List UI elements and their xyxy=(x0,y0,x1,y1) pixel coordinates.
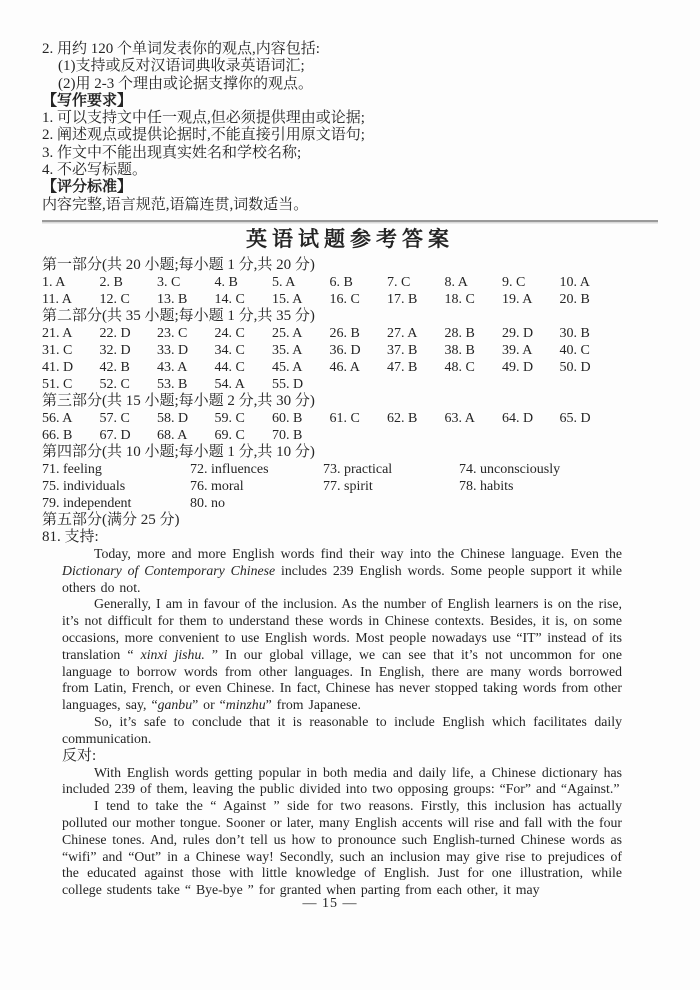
essay-paragraph xyxy=(62,596,622,714)
answer-item: 11. A xyxy=(42,291,72,307)
italic-text: minzhu xyxy=(225,697,266,713)
answer-item: 40. C xyxy=(559,342,590,358)
answer-item: 47. B xyxy=(387,359,418,375)
requirement-line: 2. 阐述观点或提供论据时,不能直接引用原文语句; xyxy=(42,127,365,144)
answer-item: 60. B xyxy=(272,410,303,426)
answer-item: 30. B xyxy=(559,325,590,341)
answer-item: 20. B xyxy=(559,291,590,307)
requirement-line: 4. 不必写标题。 xyxy=(42,162,148,179)
text-run: ” In our global village, we can see that it’s not uncommon for one language to borrow words from other languages. In English, there are many words borrowed from Latin, French, or even Chinese. In fact, Chinese has never stopped taking words from other languages, say, “ xyxy=(62,646,623,713)
answer-item: 74. unconsciously xyxy=(459,461,561,477)
horizontal-rule xyxy=(42,220,658,222)
answer-item: 16. C xyxy=(329,291,360,307)
answer-item: 71. feeling xyxy=(42,461,102,477)
section-heading: 第二部分(共 35 小题;每小题 1 分,共 35 分) xyxy=(42,307,315,324)
writing-requirements-block xyxy=(42,41,658,214)
answer-item: 28. B xyxy=(444,325,475,341)
answer-item: 18. C xyxy=(444,291,475,307)
answer-item: 17. B xyxy=(387,291,418,307)
essay-paragraph xyxy=(62,546,622,596)
answer-item: 37. B xyxy=(387,342,418,358)
requirement-line: 【评分标准】 xyxy=(42,179,133,196)
requirement-line: (1)支持或反对汉语词典收录英语词汇; xyxy=(58,58,305,75)
requirement-line: 内容完整,语言规范,语篇连贯,词数适当。 xyxy=(42,196,309,213)
text-run: Today, more and more English words find their way into the Chinese language. Even the xyxy=(94,545,622,561)
answer-item: 50. D xyxy=(559,359,591,375)
answer-item: 13. B xyxy=(157,291,188,307)
answer-item: 26. B xyxy=(329,325,360,341)
answer-item: 63. A xyxy=(444,410,475,426)
essay-label: 反对: xyxy=(62,747,97,764)
answer-item: 61. C xyxy=(329,410,360,426)
answer-item: 41. D xyxy=(42,359,74,375)
answer-item: 70. B xyxy=(272,427,303,443)
answer-item: 23. C xyxy=(157,325,188,341)
section-heading: 第五部分(满分 25 分) xyxy=(42,511,180,528)
text-run: ” from Japanese. xyxy=(265,697,361,713)
answer-item: 49. D xyxy=(502,359,534,375)
answer-item: 8. A xyxy=(444,274,468,290)
answer-item: 2. B xyxy=(99,274,123,290)
answer-item: 5. A xyxy=(272,274,296,290)
italic-text: Dictionary of Contemporary Chinese xyxy=(62,562,276,578)
requirement-line: 1. 可以支持文中任一观点,但必须提供理由或论据; xyxy=(42,110,365,127)
answer-item: 55. D xyxy=(272,376,304,392)
answer-grid xyxy=(42,274,658,308)
answer-item: 62. B xyxy=(387,410,418,426)
answer-item: 7. C xyxy=(387,274,411,290)
page-title: 英语试题参考答案 xyxy=(246,226,454,251)
answer-item: 51. C xyxy=(42,376,73,392)
answer-item: 29. D xyxy=(502,325,534,341)
answer-item: 58. D xyxy=(157,410,189,426)
section-heading: 第一部分(共 20 小题;每小题 1 分,共 20 分) xyxy=(42,256,315,273)
answer-item: 22. D xyxy=(99,325,131,341)
answer-item: 66. B xyxy=(42,427,73,443)
answer-item: 39. A xyxy=(502,342,533,358)
answer-item: 34. C xyxy=(214,342,245,358)
answer-item: 80. no xyxy=(190,495,225,511)
requirement-line: 2. 用约 120 个单词发表你的观点,内容包括: xyxy=(42,41,320,57)
answer-grid xyxy=(42,325,658,393)
answer-item: 6. B xyxy=(329,274,353,290)
answer-item: 77. spirit xyxy=(323,478,373,494)
answer-item: 15. A xyxy=(272,291,303,307)
answer-item: 32. D xyxy=(99,342,131,358)
text-run: So, it’s safe to conclude that it is reasonable to include English which facilitates daily communication. xyxy=(62,713,622,746)
answer-item: 1. A xyxy=(42,274,66,290)
text-run: I tend to take the “ Against ” side for two reasons. Firstly, this inclusion has actually polluted our mother tongue. Sooner or later, many English accents will rise and fall with the four Chinese tones. And, rules don’t tell us how to pronounce such English-turned Chinese words as “wifi” and “Out” in a Chinese way! Secondly, such an inclusion may give rise to prejudices of the educated against those with little knowledge of English. Just for one illustration, while college students take “ Bye-bye ” for granted when parting from each other, it may xyxy=(62,798,622,898)
answer-grid xyxy=(42,461,658,512)
answer-item: 64. D xyxy=(502,410,534,426)
answer-item: 76. moral xyxy=(190,478,244,494)
answer-item: 67. D xyxy=(99,427,131,443)
requirement-line: (2)用 2-3 个理由或论据支撑你的观点。 xyxy=(58,75,313,92)
answer-item: 42. B xyxy=(99,359,130,375)
essay-paragraph xyxy=(62,798,622,899)
answer-item: 57. C xyxy=(99,410,130,426)
answer-item: 25. A xyxy=(272,325,303,341)
answer-item: 53. B xyxy=(157,376,188,392)
answer-item: 43. A xyxy=(157,359,188,375)
text-run: includes 239 English words. Some people support it while others do not. xyxy=(62,562,622,595)
essay-paragraph xyxy=(62,765,622,799)
answer-item: 9. C xyxy=(502,274,526,290)
essay-paragraph xyxy=(62,714,622,748)
answer-item: 78. habits xyxy=(459,478,514,494)
answer-item: 21. A xyxy=(42,325,73,341)
text-run: Generally, I am in favour of the inclusion. As the number of English learners is on the rise, it’s not difficult for them to understand these words in Chinese contexts. Besides, it is, on some occasions, more convenient to use English words. Most people nowadays use “IT” instead of its translation “ xyxy=(62,596,622,662)
answer-item: 65. D xyxy=(559,410,591,426)
answer-item: 54. A xyxy=(214,376,245,392)
answer-item: 33. D xyxy=(157,342,189,358)
section-heading: 第三部分(共 15 小题;每小题 2 分,共 30 分) xyxy=(42,392,315,409)
answer-item: 4. B xyxy=(214,274,238,290)
answer-item: 52. C xyxy=(99,376,130,392)
answer-item: 31. C xyxy=(42,342,73,358)
essay-label: 81. 支持: xyxy=(42,528,99,545)
answer-grid xyxy=(42,410,658,444)
answer-item: 45. A xyxy=(272,359,303,375)
answer-item: 27. A xyxy=(387,325,418,341)
answer-item: 24. C xyxy=(214,325,245,341)
text-run: With English words getting popular in both media and daily life, a Chinese dictionary has included 239 of them, leaving the public divided into two opposing groups: “For” and “Against.” xyxy=(62,764,622,797)
answer-item: 46. A xyxy=(329,359,360,375)
answer-item: 72. influences xyxy=(190,461,269,477)
answer-item: 44. C xyxy=(214,359,245,375)
answer-key-sections xyxy=(42,257,658,529)
answer-item: 79. independent xyxy=(42,495,132,511)
section-heading: 第四部分(共 10 小题;每小题 1 分,共 10 分) xyxy=(42,443,315,460)
requirement-line: 【写作要求】 xyxy=(42,92,133,109)
italic-text: ganbu xyxy=(157,697,193,713)
answer-item: 69. C xyxy=(214,427,245,443)
answer-item: 14. C xyxy=(214,291,245,307)
answer-item: 36. D xyxy=(329,342,361,358)
answer-item: 56. A xyxy=(42,410,73,426)
answer-item: 68. A xyxy=(157,427,188,443)
answer-item: 12. C xyxy=(99,291,130,307)
text-run: ” or “ xyxy=(192,697,226,713)
answer-item: 75. individuals xyxy=(42,478,126,494)
answer-item: 35. A xyxy=(272,342,303,358)
answer-item: 38. B xyxy=(444,342,475,358)
answer-item: 3. C xyxy=(157,274,181,290)
answer-item: 10. A xyxy=(559,274,590,290)
answer-item: 19. A xyxy=(502,291,533,307)
answer-item: 48. C xyxy=(444,359,475,375)
answer-item: 59. C xyxy=(214,410,245,426)
requirement-line: 3. 作文中不能出现真实姓名和学校名称; xyxy=(42,144,302,161)
essay-block xyxy=(42,528,623,899)
answer-item: 73. practical xyxy=(323,461,393,477)
page-number: — 15 — xyxy=(302,896,358,911)
italic-text: xinxi jishu. xyxy=(140,646,205,662)
